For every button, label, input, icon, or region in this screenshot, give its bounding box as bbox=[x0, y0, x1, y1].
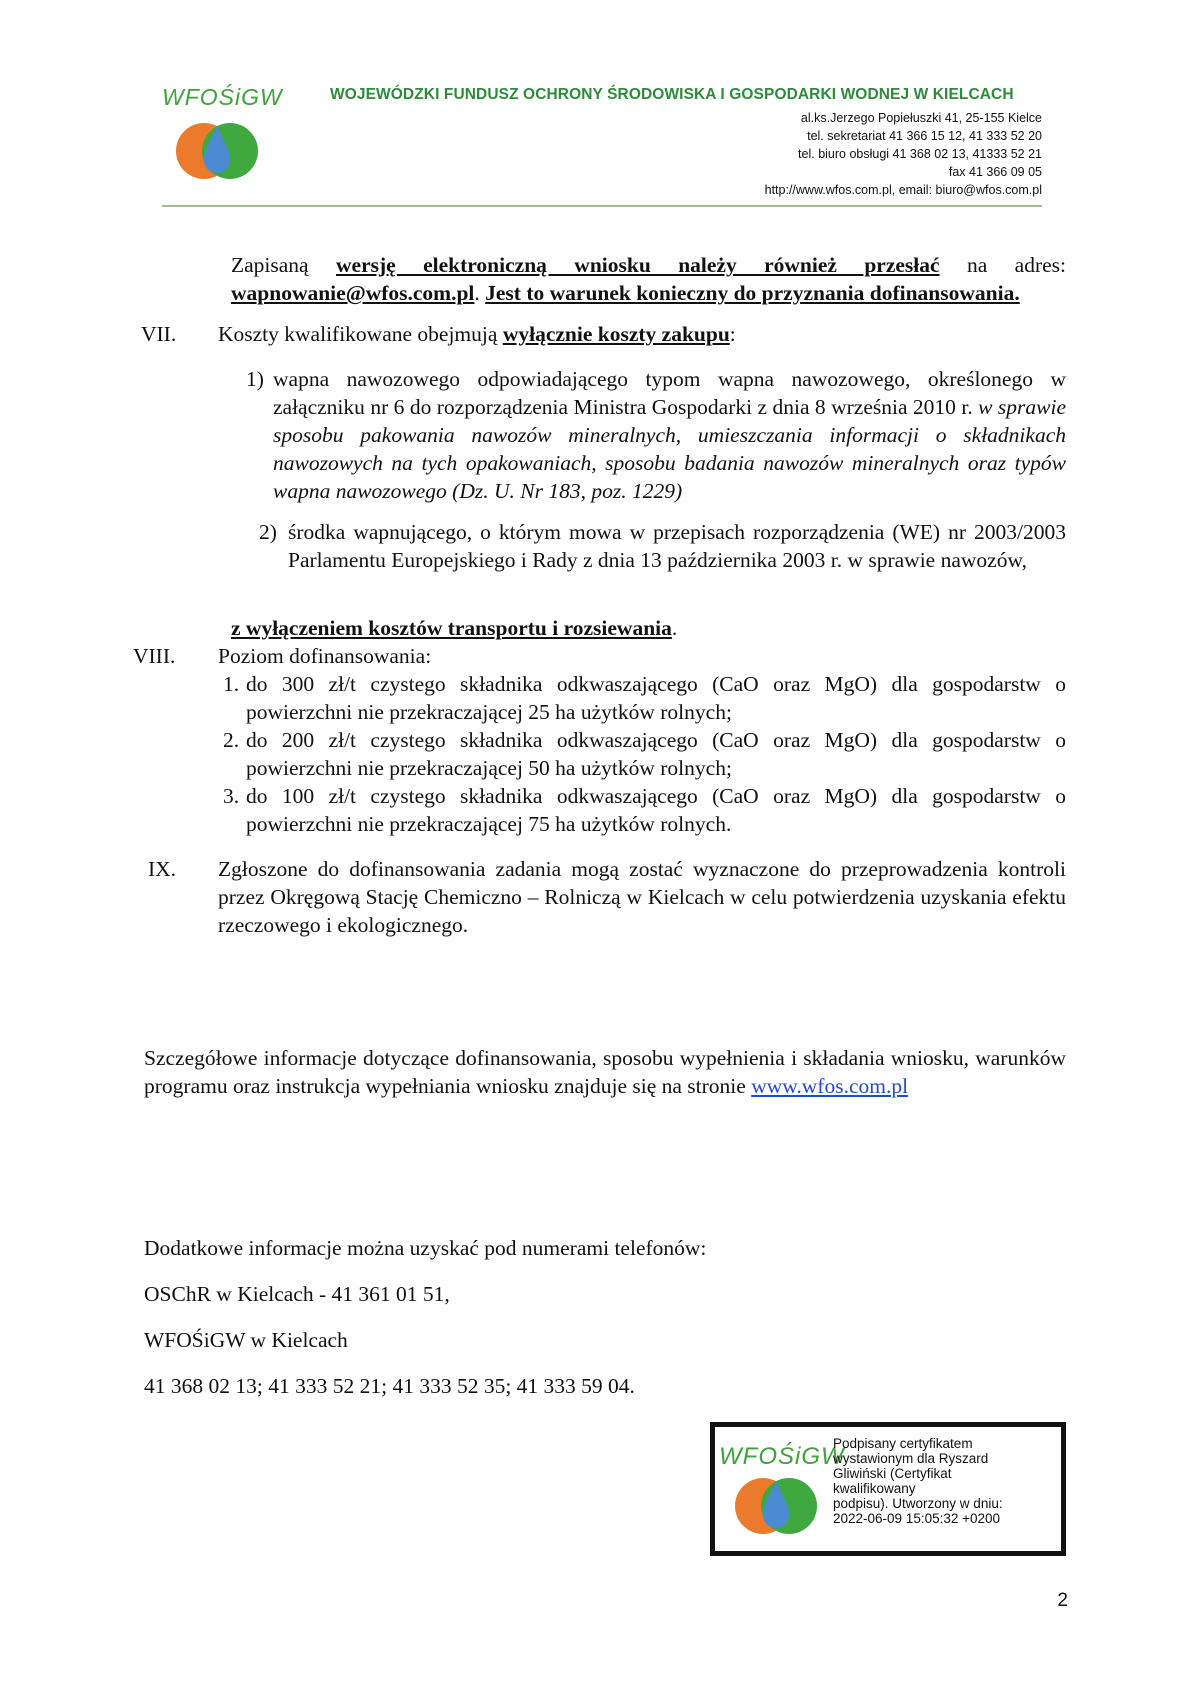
intro-paragraph: Zapisaną wersję elektroniczną wniosku należy również przesłać na adres: wapnowanie@wfos.com.pl. Jest to warunek konieczny do przyznania dofinansowania. bbox=[231, 253, 1066, 305]
logo-text: WFOŚiGW bbox=[162, 84, 283, 110]
list-item: środka wapnującego, o którym mowa w przepisach rozporządzenia (WE) nr 2003/2003 Parlamentu Europejskiego i Rady z dnia 13 października 2003 r. w sprawie nawozów, bbox=[288, 520, 1066, 572]
header-divider bbox=[162, 205, 1042, 207]
list-item: do 300 zł/t czystego składnika odkwaszającego (CaO oraz MgO) dla gospodarstw o powierzchni nie przekraczającej 25 ha użytków rolnych; bbox=[246, 672, 1066, 724]
list-item: do 100 zł/t czystego składnika odkwaszającego (CaO oraz MgO) dla gospodarstw o powierzchni nie przekraczającej 75 ha użytków rolnych. bbox=[246, 784, 1066, 836]
section-ix-text: Zgłoszone do dofinansowania zadania mogą zostać wyznaczone do przeprowadzenia kontroli przez Okręgową Stację Chemiczno – Rolniczą w Kielcach w celu potwierdzenia uzyskania efektu rzeczowego i ekologicznego. bbox=[218, 857, 1066, 937]
section-vii-title: Koszty kwalifikowane obejmują wyłącznie koszty zakupu: bbox=[218, 322, 736, 346]
section-viii-title: Poziom dofinansowania: bbox=[218, 644, 432, 668]
signature-logo-icon bbox=[733, 1475, 817, 1537]
list-marker: 3. bbox=[223, 784, 240, 808]
address-line: al.ks.Jerzego Popiełuszki 41, 25-155 Kielce bbox=[800, 111, 1042, 125]
logo-emblem-icon bbox=[174, 120, 258, 182]
contact-line: 41 368 02 13; 41 333 52 21; 41 333 52 35; 41 333 59 04. bbox=[144, 1374, 635, 1398]
page-number: 2 bbox=[1057, 1590, 1068, 1611]
fax-line: fax 41 366 09 05 bbox=[948, 165, 1042, 179]
list-item: do 200 zł/t czystego składnika odkwaszającego (CaO oraz MgO) dla gospodarstw o powierzchni nie przekraczającej 50 ha użytków rolnych; bbox=[246, 728, 1066, 780]
info-paragraph: Szczegółowe informacje dotyczące dofinansowania, sposobu wypełnienia i składania wniosku, warunków programu oraz instrukcja wypełniania wniosku znajduje się na stronie www.wfos.com.pl bbox=[144, 1046, 1066, 1098]
exclusion-note: z wyłączeniem kosztów transportu i rozsiewania. bbox=[231, 616, 678, 640]
signature-logo-text: WFOŚiGW bbox=[719, 1443, 845, 1470]
list-marker: 1) bbox=[246, 367, 264, 391]
header-logo bbox=[160, 72, 283, 184]
section-number: IX. bbox=[148, 857, 177, 881]
list-marker: 1. bbox=[223, 672, 240, 696]
org-name: WOJEWÓDZKI FUNDUSZ OCHRONY ŚRODOWISKA I GOSPODARKI WODNEJ W KIELCACH bbox=[330, 86, 1014, 103]
list-item: wapna nawozowego odpowiadającego typom wapna nawozowego, określonego w załączniku nr 6 do rozporządzenia Ministra Gospodarki z dnia 8 września 2010 r. w sprawie sposobu pakowania nawozów mineralnych, umieszczania informacji o składnikach nawozowych na tych opakowaniach, sposobu badania nawozów mineralnych oraz typów wapna nawozowego (Dz. U. Nr 183, poz. 1229) bbox=[273, 367, 1066, 503]
phone-line: tel. sekretariat 41 366 15 12, 41 333 52 20 bbox=[807, 129, 1042, 143]
signature-text: Podpisany certyfikatem wystawionym dla Ryszard Gliwiński (Certyfikat kwalifikowany podpisu). Utworzony w dniu: 2022-06-09 15:05:32 +0200 bbox=[833, 1436, 1003, 1526]
list-marker: 2) bbox=[259, 520, 277, 544]
email-link[interactable]: wapnowanie@wfos.com.pl bbox=[231, 281, 475, 305]
contacts-heading: Dodatkowe informacje można uzyskać pod numerami telefonów: bbox=[144, 1236, 707, 1260]
digital-signature-box bbox=[710, 1422, 1066, 1556]
contact-line: OSChR w Kielcach - 41 361 01 51, bbox=[144, 1282, 450, 1306]
list-marker: 2. bbox=[223, 728, 240, 752]
section-number: VII. bbox=[141, 322, 177, 346]
section-number: VIII. bbox=[133, 644, 176, 668]
website-link[interactable]: www.wfos.com.pl bbox=[751, 1074, 909, 1098]
web-email-line: http://www.wfos.com.pl, email: biuro@wfos.com.pl bbox=[764, 183, 1042, 197]
org-address bbox=[765, 109, 1042, 199]
contact-line: WFOŚiGW w Kielcach bbox=[144, 1328, 348, 1352]
phone-line: tel. biuro obsługi 41 368 02 13, 41333 52 21 bbox=[798, 147, 1042, 161]
